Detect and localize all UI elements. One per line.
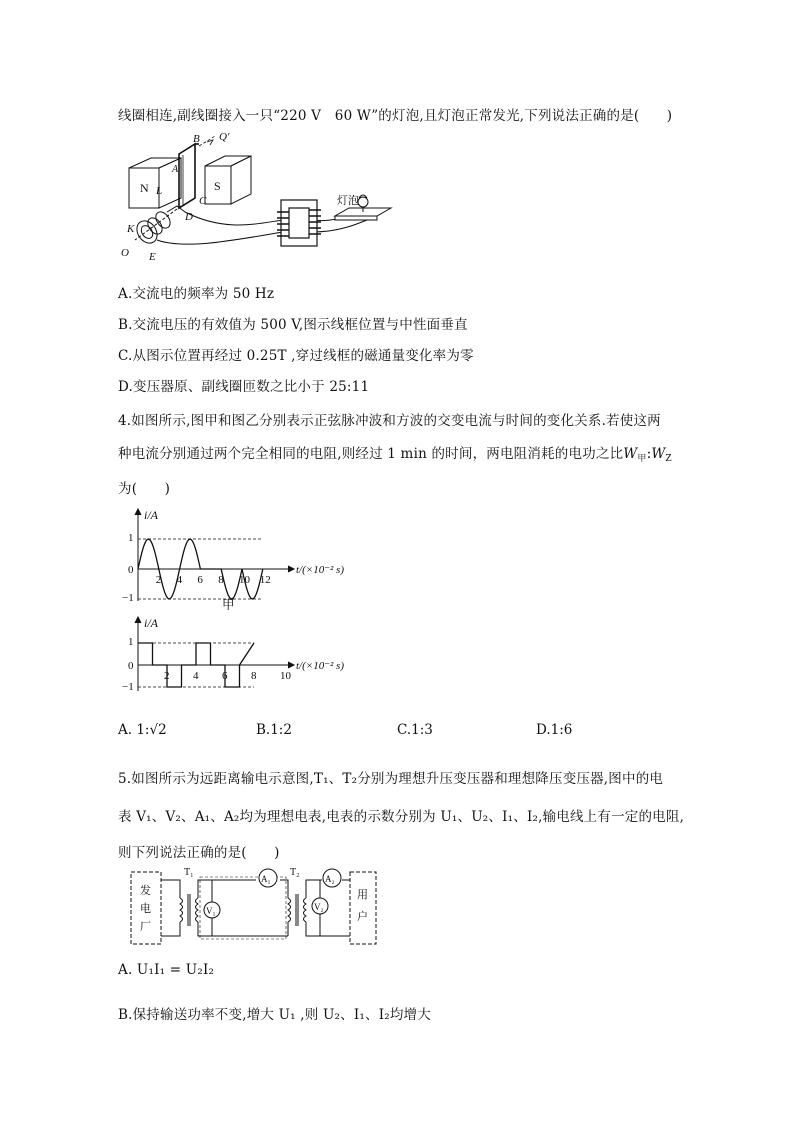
chart-jia-ytick-neg1: −1	[122, 592, 134, 604]
ammeter-a2-label: A₂	[325, 874, 335, 884]
x-tick-label: 10	[280, 670, 291, 682]
q4-option-c: C.1:3	[397, 722, 433, 738]
generator-transformer-figure	[115, 128, 405, 262]
q5-stem-line3: 则下列说法正确的是( )	[118, 845, 280, 861]
transformer	[277, 200, 321, 246]
q4-stem-line3: 为( )	[118, 481, 171, 497]
label-e: E	[149, 251, 156, 262]
user-box	[350, 872, 376, 944]
transmission-circuit-figure	[128, 864, 380, 948]
q3-intro-text: 线圈相连,副线圈接入一只“220 V 60 W”的灯泡,且灯泡正常发光,下列说法正确的是( )	[118, 108, 673, 124]
t1-label: T₁	[184, 867, 194, 878]
x-tick-label: 12	[259, 574, 271, 586]
label-d: D	[185, 211, 193, 223]
x-tick-label: 2	[155, 574, 162, 586]
plant-char-1: 发	[140, 885, 151, 897]
t2-secondary-coil	[304, 898, 307, 922]
chart-yi-axes	[135, 617, 294, 691]
label-lamp: 灯泡	[337, 195, 359, 207]
x-tick-label: 8	[218, 574, 224, 586]
q3-option-b: B.交流电压的有效值为 500 V,图示线框位置与中性面垂直	[118, 317, 468, 333]
ratio-colon: :	[646, 446, 652, 462]
user-char-2: 户	[357, 911, 368, 923]
label-n: N	[140, 181, 149, 195]
w-jia-symbol: W	[623, 446, 638, 462]
q4-option-a	[118, 722, 167, 738]
plant-char-3: 厂	[140, 921, 151, 933]
chart-yi-ytick-neg1: −1	[122, 681, 134, 693]
chart-jia-xlabel: t/(×10⁻² s)	[296, 564, 344, 576]
voltmeter-v2-label: V₂	[314, 902, 324, 912]
x-tick-label: 4	[193, 670, 199, 682]
chart-jia	[110, 505, 380, 605]
t2-primary-coil	[288, 898, 291, 922]
q4-option-a-prefix: A. 1:	[118, 722, 150, 738]
label-k: K	[127, 223, 135, 235]
ammeter-a1-label: A₁	[261, 874, 271, 884]
chart-jia-ytick-1: 1	[128, 532, 134, 544]
q3-option-d: D.变压器原、副线圈匝数之比小于 25:11	[118, 379, 370, 395]
q3-option-c: C.从图示位置再经过 0.25T ,穿过线框的磁通量变化率为零	[118, 348, 474, 364]
chart-yi-ytick-1: 1	[128, 636, 134, 648]
s-magnet	[205, 156, 251, 204]
q4-stem-line2	[118, 442, 672, 464]
label-q-prime: Q′	[219, 131, 230, 143]
slip-rings	[133, 206, 181, 247]
label-o: O	[121, 247, 129, 259]
q5-stem-line1: 5.如图所示为远距离输电示意图,T₁、T₂分别为理想升压变压器和理想降压变压器,图中的电	[118, 771, 664, 787]
q5-option-a: A. U₁I₁ = U₂I₂	[118, 962, 215, 978]
voltmeter-v1-label: V₁	[206, 906, 216, 916]
x-tick-label: 10	[239, 574, 250, 586]
t1-primary-coil	[180, 898, 183, 922]
q4-option-d: D.1:6	[536, 722, 573, 738]
label-c: C	[199, 195, 207, 207]
q3-option-a: A.交流电的频率为 50 Hz	[118, 286, 275, 302]
coil-frame	[179, 144, 199, 208]
label-l: L	[156, 185, 163, 197]
q4-option-a-root: √2	[149, 722, 167, 738]
t2-label: T₂	[290, 867, 300, 878]
chart-jia-ytick-0: 0	[128, 564, 134, 576]
x-tick-label: 4	[176, 574, 183, 586]
q4-option-b: B.1:2	[256, 722, 292, 738]
w-jia-subscript: 甲	[637, 454, 647, 464]
q5-stem-line2: 表 V₁、V₂、A₁、A₂均为理想电表,电表的示数分别为 U₁、U₂、I₁、I₂,输电线上有一定的电阻,	[118, 809, 685, 825]
x-tick-label: 8	[251, 670, 257, 682]
q4-stem-line1: 4.如图所示,图甲和图乙分别表示正弦脉冲波和方波的交变电流与时间的变化关系.若使这两	[118, 413, 661, 429]
x-tick-label: 6	[222, 670, 228, 682]
user-char-1: 用	[357, 889, 368, 901]
t1-secondary-coil	[196, 898, 199, 922]
chart-jia-axes	[135, 509, 294, 601]
chart-yi	[110, 615, 380, 695]
chart-yi-ylabel: i/A	[144, 616, 158, 630]
plant-char-2: 电	[140, 903, 151, 915]
w-yi-symbol: W	[651, 446, 666, 462]
label-b: B	[193, 133, 200, 145]
chart-yi-xlabel: t/(×10⁻² s)	[296, 660, 344, 672]
label-s: S	[214, 179, 221, 193]
q4-stem-line2-text: 种电流分别通过两个完全相同的电阻,则经过 1 min 的时间，两电阻消耗的电功之比	[118, 446, 624, 462]
x-tick-label: 6	[197, 574, 203, 586]
x-tick-label: 2	[164, 670, 170, 682]
w-yi-subscript: Z	[665, 454, 672, 464]
label-a: A	[172, 164, 179, 175]
chart-yi-ytick-0: 0	[128, 660, 134, 672]
chart-jia-ylabel: i/A	[144, 508, 158, 522]
chart-jia-title: 甲	[222, 597, 235, 612]
q5-option-b: B.保持输送功率不变,增大 U₁ ,则 U₂、I₁、I₂均增大	[118, 1007, 431, 1023]
